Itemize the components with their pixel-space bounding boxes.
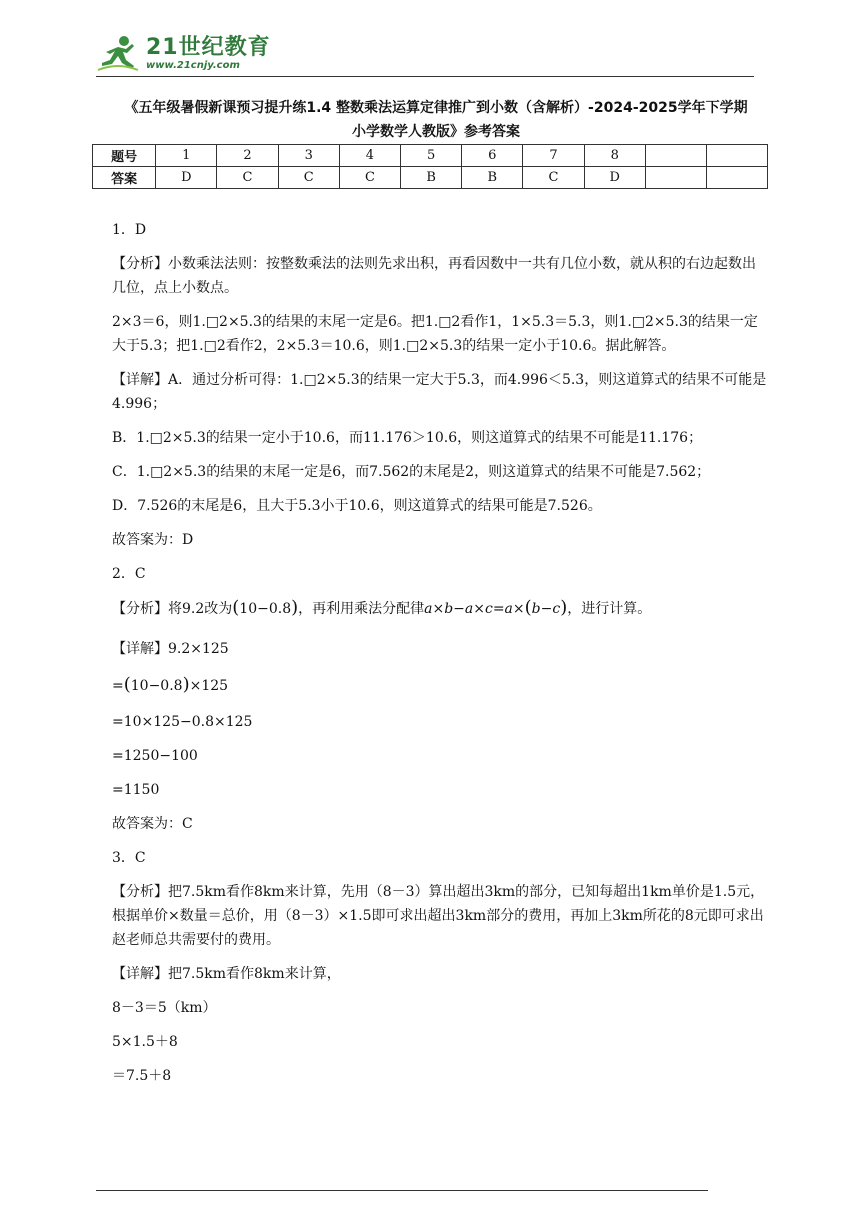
question-number-cell [706, 145, 767, 167]
answer-cell: D [584, 167, 645, 189]
q2-heading: 2．C [112, 566, 146, 582]
footer-divider [96, 1190, 708, 1191]
question-number-cell: 6 [462, 145, 523, 167]
q3-heading: 3．C [112, 850, 146, 866]
q2-detail-3: =1250−100 [112, 748, 198, 764]
q1-heading: 1．D [112, 222, 147, 238]
answer-cell [706, 167, 767, 189]
answer-header: 答案 [93, 167, 156, 189]
q3-analysis [112, 880, 767, 952]
logo-main-text: 21世纪教育 [146, 35, 271, 60]
question-number-row [93, 145, 768, 167]
logo-url-text: www.21cnjy.com [146, 60, 240, 71]
answer-cell: C [523, 167, 584, 189]
answer-cell: D [156, 167, 217, 189]
q1-detail-a-text: A．通过分析可得：1.□2×5.3的结果一定大于5.3，而4.996＜5.3，则这道算式的结果不可能是4.996； [112, 372, 767, 412]
q2-detail-0-text: 9.2×125 [168, 641, 229, 657]
analysis-tag: 【分析】 [112, 601, 168, 617]
q2-detail-1 [112, 673, 767, 698]
q1-analysis-text: 小数乘法法则：按整数乘法的法则先求出积，再看因数中一共有几位小数，就从积的右边起数出几位，点上小数点。 [112, 256, 756, 296]
q3-detail-0 [112, 962, 767, 986]
answer-cell: C [278, 167, 339, 189]
q1-analysis [112, 252, 767, 300]
q2-analysis [112, 596, 767, 621]
paren-open: ( [232, 597, 240, 618]
analysis-tag: 【分析】 [112, 884, 168, 900]
question-number-cell [645, 145, 706, 167]
question-number-cell: 7 [523, 145, 584, 167]
q1-detail-c: C．1.□2×5.3的结果的末尾一定是6，而7.562的末尾是2，则这道算式的结果不可能是7.562； [112, 464, 711, 480]
q3-detail-3: ＝7.5＋8 [112, 1068, 172, 1084]
paren-close: ) [291, 597, 299, 618]
question-number-cell: 8 [584, 145, 645, 167]
q2-analysis-expr: 10−0.8 [239, 601, 292, 617]
q3-detail-0-text: 把7.5km看作8km来计算， [168, 966, 341, 982]
q1-detail-d: D．7.526的末尾是6，且大于5.3小于10.6，则这道算式的结果可能是7.526。 [112, 498, 602, 514]
answer-row [93, 167, 768, 189]
answer-cell: C [339, 167, 400, 189]
q3-detail-1: 8－3＝5（km） [112, 1000, 217, 1016]
question-number-cell: 2 [217, 145, 278, 167]
analysis-tag: 【分析】 [112, 256, 168, 272]
q3-analysis-text: 把7.5km看作8km来计算，先用（8－3）算出超出3km的部分，已知每超出1km单价是1.5元，根据单价×数量＝总价，用（8－3）×1.5即可求出超出3km部分的费用，再加上3km所花的8元即可求出赵老师总共需要付的费用。 [112, 884, 765, 948]
answer-table [92, 144, 768, 189]
q2-law-right: b−c [531, 601, 561, 617]
question-number-cell: 5 [401, 145, 462, 167]
equals-sign: = [112, 678, 124, 694]
answer-cell: B [462, 167, 523, 189]
paren-close: ) [182, 674, 190, 695]
answer-cell: B [401, 167, 462, 189]
paren-close: ) [560, 597, 568, 618]
header-divider [96, 76, 754, 77]
q2-detail-1-expr: 10−0.8 [130, 678, 183, 694]
q2-detail-1-tail: ×125 [189, 678, 229, 694]
document-title [96, 96, 776, 144]
detail-tag: 【详解】 [112, 372, 168, 388]
paren-open: ( [524, 597, 532, 618]
title-line-2: 小学数学人教版》参考答案 [352, 124, 520, 140]
question-number-cell: 3 [278, 145, 339, 167]
question-number-cell: 4 [339, 145, 400, 167]
title-line-1: 《五年级暑假新课预习提升练1.4 整数乘法运算定律推广到小数（含解析）-2024-2025学年下学期 [124, 100, 748, 116]
q3-detail-2: 5×1.5＋8 [112, 1034, 178, 1050]
detail-tag: 【详解】 [112, 966, 168, 982]
solutions-body [112, 218, 767, 1088]
detail-tag: 【详解】 [112, 641, 168, 657]
q2-detail-2: =10×125−0.8×125 [112, 714, 253, 730]
paren-open: ( [123, 674, 131, 695]
q2-detail-0 [112, 637, 767, 661]
answer-cell [645, 167, 706, 189]
q2-analysis-b: ，再利用乘法分配律 [298, 601, 425, 617]
question-number-cell: 1 [156, 145, 217, 167]
q1-analysis-2: 2×3＝6，则1.□2×5.3的结果的末尾一定是6。把1.□2看作1，1×5.3＝5.3，则1.□2×5.3的结果一定大于5.3；把1.□2看作2，2×5.3＝10.6，则1.□2×5.3的结果一定小于10.6。据此解答。 [112, 314, 758, 354]
answer-cell: C [217, 167, 278, 189]
question-number-header: 题号 [93, 145, 156, 167]
q1-detail-b: B．1.□2×5.3的结果一定小于10.6，而11.176＞10.6，则这道算式的结果不可能是11.176； [112, 430, 703, 446]
q2-analysis-c: ，进行计算。 [567, 601, 652, 617]
logo [96, 30, 271, 78]
q1-detail-a [112, 368, 767, 416]
runner-logo-icon [96, 34, 140, 74]
q2-analysis-a: 将9.2改为 [168, 601, 233, 617]
page-header [96, 30, 756, 78]
q1-conclusion: 故答案为：D [112, 532, 194, 548]
q2-law-left: a×b−a×c=a× [424, 601, 525, 617]
q2-detail-4: =1150 [112, 782, 160, 798]
q2-conclusion: 故答案为：C [112, 816, 193, 832]
